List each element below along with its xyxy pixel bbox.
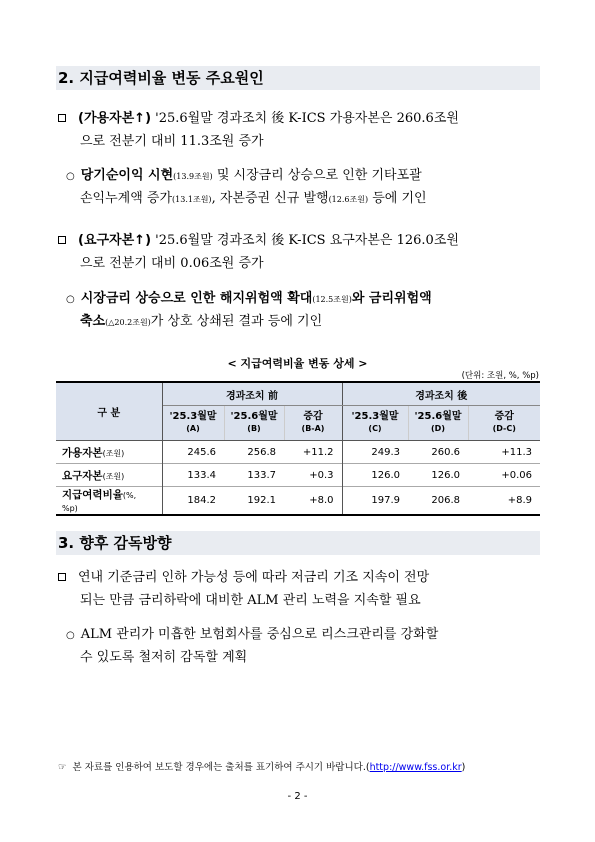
citation-note: ☞ 본 자료를 인용하여 보도할 경우에는 출처를 표기하여 주시기 바랍니다.(http://www.fss.or.kr) [58, 762, 466, 773]
table-cell: 206.8 [431, 495, 460, 506]
item1-line2: 으로 전분기 대비 11.3조원 증가 [80, 134, 264, 149]
group-header-after: 경과조치 後 [342, 382, 540, 406]
item1-sub-line2: 손익누계액 증가(13.1조원), 자본증권 신규 발행(12.6조원) 등에 기인 [80, 191, 427, 206]
group-header-before: 경과조치 前 [162, 382, 342, 406]
section-2-title: 2. 지급여력비율 변동 주요원인 [56, 66, 540, 90]
item1-line1: (가용자본↑) '25.6월말 경과조치 後 K-ICS 가용자본은 260.6조원 [58, 108, 459, 130]
circle-bullet-icon: ○ [66, 630, 75, 641]
table-row [56, 487, 540, 516]
section-3-title: 3. 향후 감독방향 [56, 531, 540, 555]
table-cell: 184.2 [187, 495, 216, 506]
item1-sub-line1: ○ 당기순이익 시현(13.9조원) 및 시장금리 상승으로 인한 기타포괄 [66, 168, 422, 183]
table-cell: 192.1 [247, 495, 276, 506]
table-cell: 126.0 [431, 469, 460, 481]
col-header: '25.3월말 (A) [162, 406, 224, 441]
table-row [56, 441, 540, 464]
table-cell: +0.3 [284, 464, 342, 487]
table-cell: 260.6 [431, 446, 460, 458]
square-bullet-icon [58, 236, 66, 244]
table-cell: 133.7 [247, 469, 276, 481]
s3-line2: 되는 만큼 금리하락에 대비한 ALM 관리 노력을 지속할 필요 [80, 593, 421, 608]
col-header: '25.6월말 (D) [408, 406, 468, 441]
col-header: 증감 (D-C) [468, 406, 540, 441]
table-cell: 256.8 [247, 446, 276, 458]
col-group-label: 구 분 [56, 382, 162, 441]
item2-sub-line1: ○ 시장금리 상승으로 인한 해지위험액 확대(12.5조원)와 금리위험액 [66, 291, 432, 306]
col-header: '25.6월말 (B) [224, 406, 284, 441]
table-cell: +0.06 [501, 469, 532, 481]
table-unit: (단위: 조원, %, %p) [461, 371, 539, 381]
table-cell: 126.0 [371, 469, 400, 481]
table-cell: +8.0 [284, 487, 342, 516]
table-cell: 245.6 [187, 446, 216, 458]
square-bullet-icon [58, 573, 66, 581]
table-cell: +11.3 [501, 446, 532, 458]
item2-line2: 으로 전분기 대비 0.06조원 증가 [80, 256, 264, 271]
circle-bullet-icon: ○ [66, 171, 75, 182]
pointing-hand-icon: ☞ [58, 762, 67, 773]
table-cell: 133.4 [187, 469, 216, 481]
s3-line1: 연내 기준금리 인하 가능성 등에 따라 저금리 기조 지속이 전망 [58, 567, 429, 589]
circle-bullet-icon: ○ [66, 294, 75, 305]
s3-sub-line2: 수 있도록 철저히 감독할 계획 [80, 650, 248, 665]
row-label: 가용자본(조원) [56, 441, 162, 464]
page-number: - 2 - [287, 791, 308, 802]
s3-sub-line1: ○ ALM 관리가 미흡한 보험회사를 중심으로 리스크관리를 강화할 [66, 627, 439, 642]
row-label: 지급여력비율(%, %p) [56, 487, 162, 516]
ratio-change-table [56, 381, 540, 516]
table-cell: +11.2 [284, 441, 342, 464]
table-caption: < 지급여력비율 변동 상세 > [227, 357, 368, 370]
row-label: 요구자본(조원) [56, 464, 162, 487]
col-header: 증감 (B-A) [284, 406, 342, 441]
item2-line1: (요구자본↑) '25.6월말 경과조치 後 K-ICS 요구자본은 126.0조원 [58, 230, 459, 252]
square-bullet-icon [58, 114, 66, 122]
fss-link[interactable]: http://www.fss.or.kr [369, 762, 462, 773]
table-row [56, 464, 540, 487]
table-cell: 249.3 [371, 446, 400, 458]
item2-sub-line2: 축소(△20.2조원)가 상호 상쇄된 결과 등에 기인 [80, 314, 323, 329]
table-cell: 197.9 [371, 495, 400, 506]
col-header: '25.3월말 (C) [342, 406, 408, 441]
table-cell: +8.9 [507, 495, 532, 506]
